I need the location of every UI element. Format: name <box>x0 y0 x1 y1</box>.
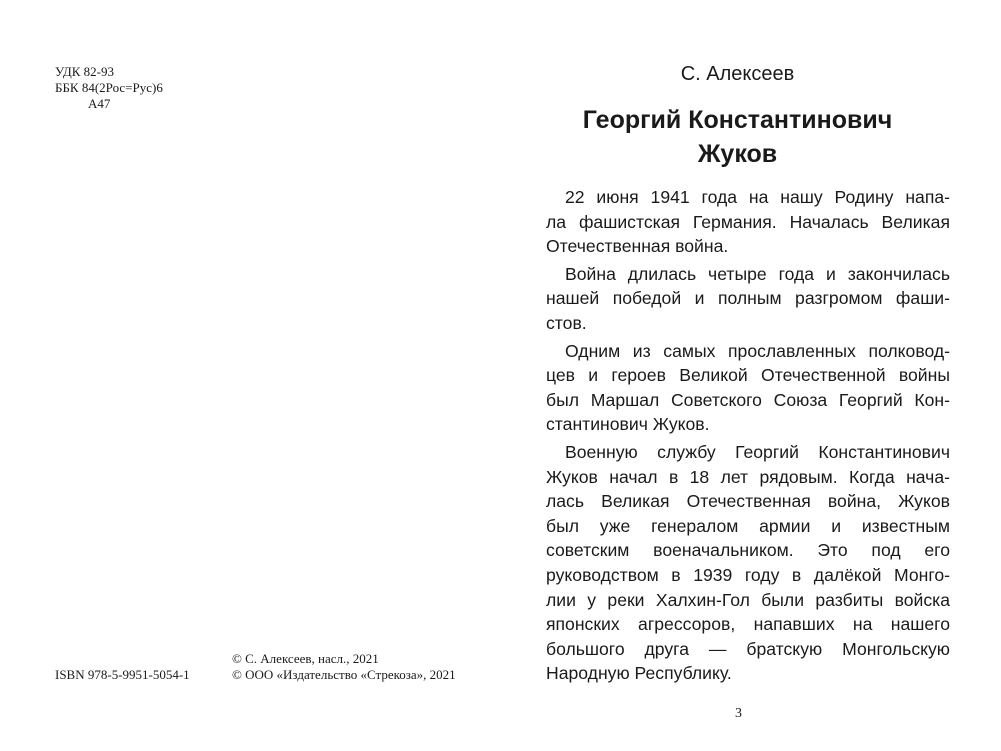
body-paragraph <box>546 185 950 259</box>
text-line: нашей победой и полным разгромом фаши- <box>546 288 950 309</box>
text-line: Война длилась четыре года и закончилась <box>565 263 950 284</box>
text-line: цев и героев Великой Отечественной войны <box>546 365 950 386</box>
text-line: японских агрессоров, напавших на нашего <box>546 614 950 635</box>
text-line: Одним из самых прославленных полковод- <box>565 340 950 361</box>
body-paragraph <box>546 440 950 686</box>
text-line: был Маршал Советского Союза Георгий Кон- <box>546 389 950 410</box>
text-line: лии у реки Халхин-Гол были разбиты войска <box>546 589 950 610</box>
text-line: лась Великая Отечественная война, Жуков <box>546 491 950 512</box>
body-text <box>546 185 950 689</box>
author-sign: А47 <box>88 96 111 111</box>
copyright-publisher: © ООО «Издательство «Стрекоза», 2021 <box>232 667 456 682</box>
text-line: 22 июня 1941 года на нашу Родину напа- <box>565 187 950 207</box>
text-line: Военную службу Георгий Константинович <box>565 441 950 462</box>
copyright-block <box>232 651 456 683</box>
isbn: ISBN 978-5-9951-5054-1 <box>55 667 190 682</box>
text-line: был уже генералом армии и известным <box>546 515 950 536</box>
body-paragraph <box>546 262 950 336</box>
body-paragraph <box>546 339 950 437</box>
bbk-code: ББК 84(2Рос=Рус)6 <box>55 80 163 95</box>
text-line: советским военачальником. Это под его <box>546 540 950 561</box>
page-number: 3 <box>735 706 742 721</box>
text-line: стов. <box>546 312 587 333</box>
copyright-author: © С. Алексеев, насл., 2021 <box>232 651 379 666</box>
text-line: Народную Республику. <box>546 663 732 684</box>
udk-code: УДК 82-93 <box>55 64 115 79</box>
book-title <box>520 103 955 171</box>
text-line: Отечественная война. <box>546 236 729 257</box>
title-line-1: Георгий Константинович <box>582 106 893 134</box>
text-line: большого друга — братскую Монгольскую <box>546 638 950 659</box>
text-line: руководством в 1939 году в далёкой Монго- <box>546 564 950 585</box>
text-line: ла фашистская Германия. Началась Великая <box>546 211 950 232</box>
text-line: стантинович Жуков. <box>546 414 710 435</box>
text-line: Жуков начал в 18 лет рядовым. Когда нача- <box>546 466 950 487</box>
classification-codes <box>55 64 163 112</box>
title-line-2: Жуков <box>697 140 778 168</box>
book-author: С. Алексеев <box>680 63 795 85</box>
